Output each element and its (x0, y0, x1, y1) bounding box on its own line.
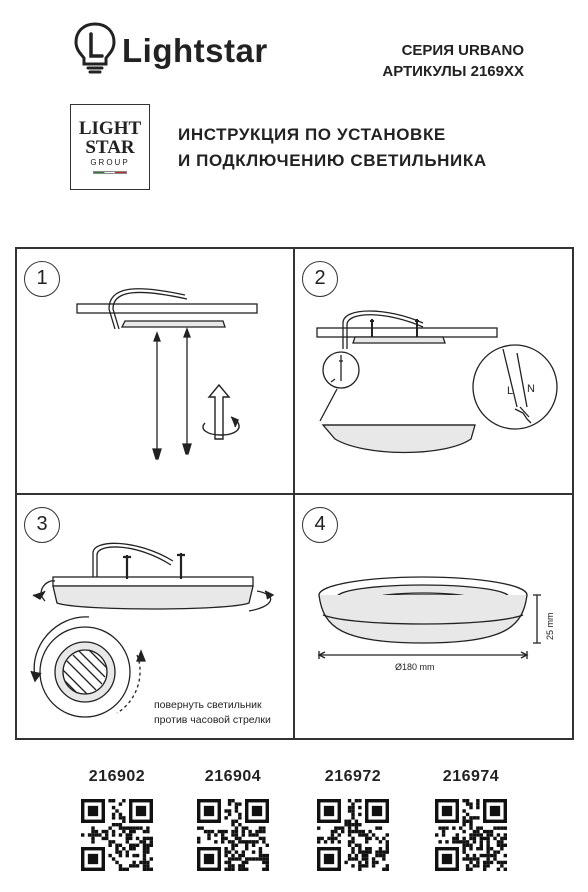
step-1-panel (16, 248, 294, 494)
step-number: 2 (302, 261, 338, 297)
qr-code-icon[interactable] (435, 799, 507, 871)
step-4-panel (294, 494, 573, 739)
lamp-body (319, 595, 527, 643)
wiring-detail-circle (473, 345, 557, 429)
series-name: СЕРИЯ URBANO (401, 42, 524, 59)
article-item (313, 768, 393, 871)
article-number: 216902 (88, 768, 146, 785)
diameter-label: Ø180 mm (395, 662, 435, 672)
step-3-panel (16, 494, 294, 739)
article-number: 216972 (324, 768, 382, 785)
step-2-illustration (295, 249, 574, 495)
height-label: 25 mm (545, 612, 555, 640)
wire-label-l: L (507, 385, 514, 397)
document-title (178, 122, 487, 174)
italian-flag-stripe (93, 171, 127, 174)
qr-code-icon[interactable] (317, 799, 389, 871)
article-number: 216904 (204, 768, 262, 785)
step-number: 3 (24, 507, 60, 543)
mounting-bracket (353, 337, 445, 343)
note-line-1: повернуть светильник (154, 699, 262, 711)
rotate-arrow-icon (203, 385, 239, 439)
lamp-body (53, 586, 253, 609)
mounting-bracket (122, 321, 225, 327)
brand-name: Lightstar (122, 32, 268, 69)
brand-logo (72, 20, 302, 78)
rotation-note (154, 698, 271, 728)
step-2-panel (294, 248, 573, 494)
step-4-illustration (295, 495, 574, 740)
article-codes (0, 768, 588, 878)
lightbulb-logo-icon (72, 20, 118, 78)
series-info (382, 40, 524, 82)
step-number: 1 (24, 261, 60, 297)
ceiling-plate (317, 328, 497, 337)
brand-stamp (70, 104, 150, 190)
article-item (77, 768, 157, 871)
qr-code-icon[interactable] (81, 799, 153, 871)
step-number: 4 (302, 507, 338, 543)
article-item (193, 768, 273, 871)
stamp-line-1: LIGHT (78, 118, 142, 139)
note-line-2: против часовой стрелки (154, 714, 271, 726)
qr-code-icon[interactable] (197, 799, 269, 871)
stamp-line-2: STAR (85, 137, 135, 158)
article-range: АРТИКУЛЫ 2169XX (382, 63, 524, 80)
article-number: 216974 (442, 768, 500, 785)
stamp-sub: GROUP (90, 158, 130, 167)
title-line-1: ИНСТРУКЦИЯ ПО УСТАНОВКЕ (178, 125, 446, 144)
lamp-shade (323, 425, 475, 453)
instruction-grid (15, 247, 574, 740)
ceiling-plate (77, 304, 257, 313)
title-line-2: И ПОДКЛЮЧЕНИЮ СВЕТИЛЬНИКА (178, 151, 487, 170)
step-1-illustration (17, 249, 295, 495)
wire-label-n: N (527, 383, 535, 395)
article-item (431, 768, 511, 871)
